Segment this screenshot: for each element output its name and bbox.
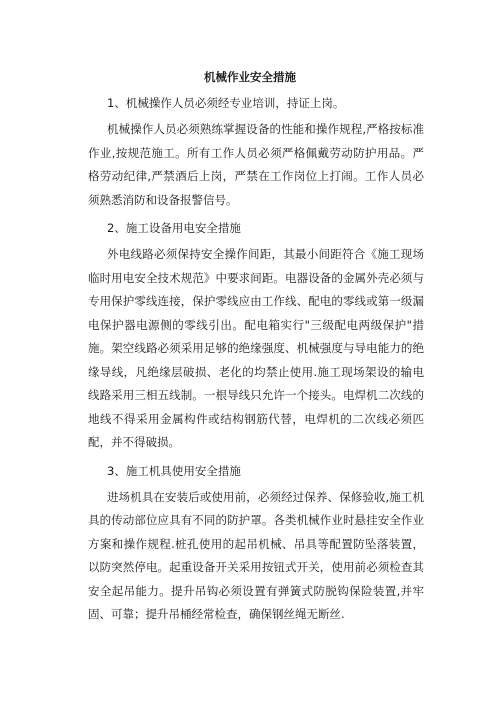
section-heading: 1、机械操作人员必须经专业培训，持证上岗。 [107, 96, 345, 110]
section-heading: 2、施工设备用电安全措施 [107, 221, 241, 235]
section-paragraph: 机械操作人员必须熟练掌握设备的性能和操作规程,严格按标准作业,按规范施工。所有工作人员必须严格佩戴劳动防护用品。严格劳动纪律,严禁酒后上岗，严禁在工作岗位上打闹。工作人员必须熟悉消防和设备报警信号。 [88, 122, 424, 207]
document-body [88, 93, 424, 633]
section-paragraph: 进场机具在安装后或使用前，必须经过保养、保修验收,施工机具的传动部位应具有不同的防护罩。各类机械作业时悬挂安全作业方案和操作规程.桩孔使用的起吊机械、吊具等配置防坠落装置，以防突然停电。起重设备开关采用按钮式开关，使用前必须检查其安全起吊能力。提升吊钩必须设置有弹簧式防脱钩保险装置,并牢固、可靠；提升吊桶经常检查，确保钢丝绳无断丝. [88, 489, 424, 621]
section-heading: 3、施工机具使用安全措施 [107, 463, 241, 478]
section-1 [88, 93, 424, 212]
section-3 [88, 461, 424, 627]
section-paragraph: 外电线路必须保持安全操作间距，其最小间距符合《施工现场临时用电安全技术规范》中要求间距。电器设备的金属外壳必须与专用保护零线连接，保护零线应由工作线、配电的零线或第一级漏电保护器电源侧的零线引出。配电箱实行"三级配电两级保护"措施。架空线路必须采用足够的绝缘强度、机械强度与导电能力的绝缘导线，凡绝缘层破损、老化的均禁止使用.施工现场架设的输电线路采用三相五线制。一根导线只允许一个接头。电焊机二次线的地线不得采用金属构件或结构钢筋代替，电焊机的二次线必须匹配，并不得破损。 [88, 247, 424, 449]
section-2 [88, 218, 424, 455]
document-title: 机械作业安全措施 [204, 70, 296, 84]
